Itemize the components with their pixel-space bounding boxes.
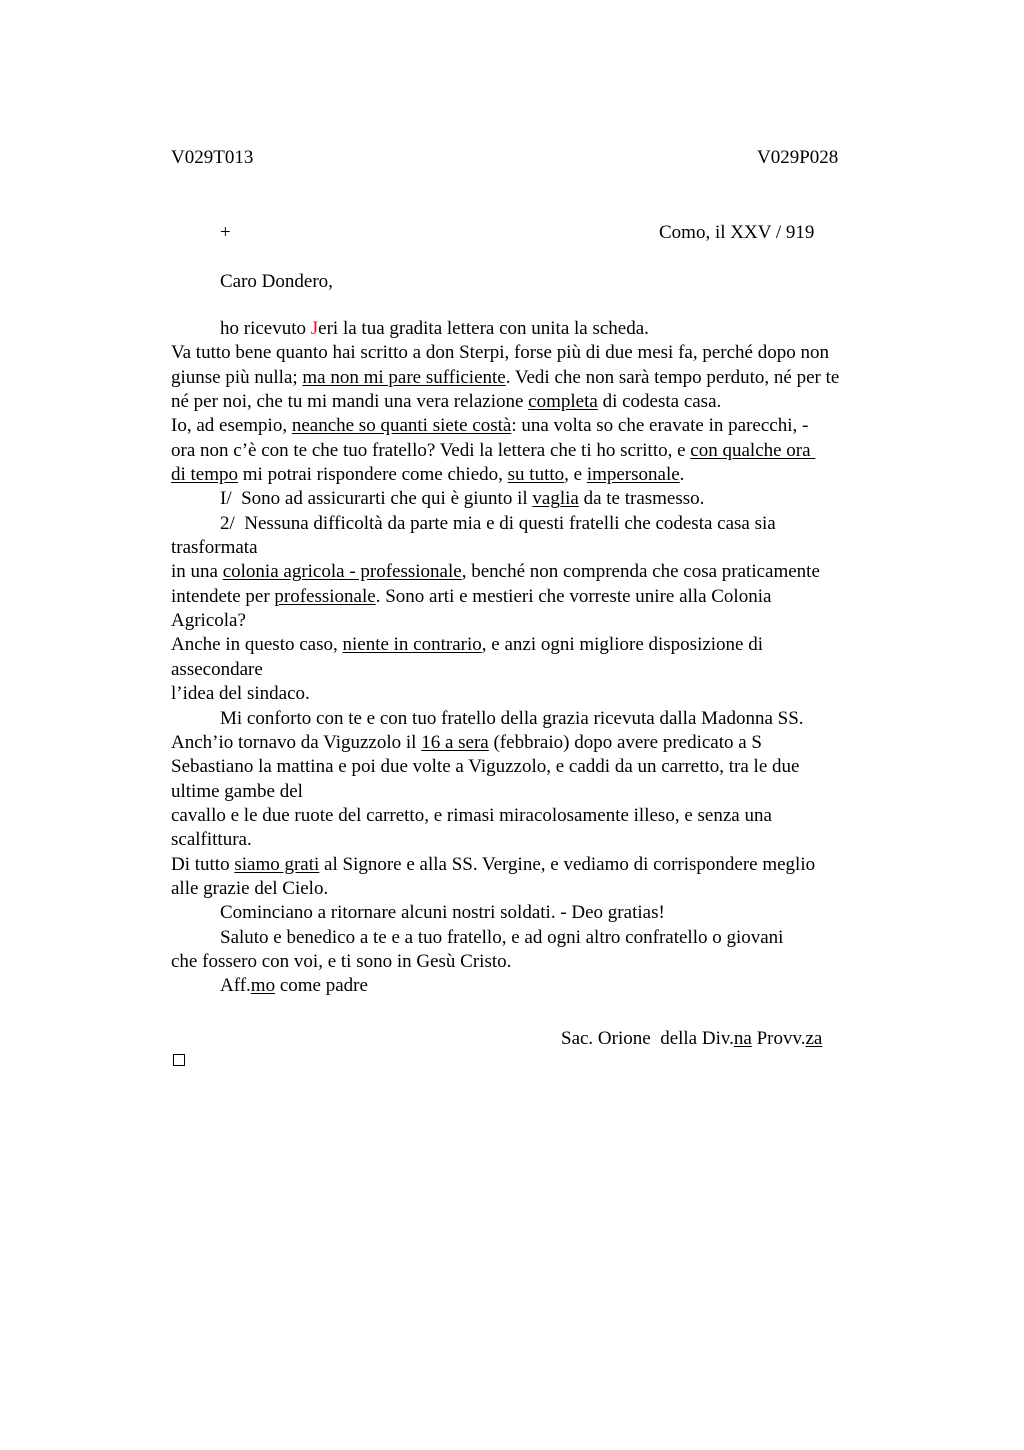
underlined-text: neanche so quanti siete costà: [291, 415, 512, 437]
text-segment: Di tutto: [171, 853, 235, 875]
letter-line: [171, 536, 911, 560]
underlined-text: professionale: [274, 585, 376, 607]
underlined-text: 16 a sera: [421, 731, 489, 753]
text-segment: Cominciano a ritornare alcuni nostri soldati. - Deo gratias!: [220, 902, 665, 924]
letter-line: [171, 585, 911, 609]
text-segment: . Vedi che non sarà tempo perduto, né per te: [505, 366, 840, 388]
underlined-text: niente in contrario: [342, 634, 482, 656]
text-segment: di codesta casa.: [597, 391, 722, 413]
letter-line: [171, 512, 911, 536]
text-segment: . Sono arti e mestieri che vorreste unire alla Colonia: [375, 585, 772, 607]
text-segment: che fossero con voi, e ti sono in Gesù Cristo.: [171, 950, 512, 972]
letter-line: [171, 974, 911, 998]
letter-line: [171, 341, 911, 365]
text-segment: Anche in questo caso,: [171, 634, 343, 656]
text-segment: da te trasmesso.: [578, 488, 705, 510]
letter-line: [171, 609, 911, 633]
letter-line: [171, 901, 911, 925]
text-segment: Anch’io tornavo da Viguzzolo il: [171, 731, 422, 753]
letter-line: [171, 317, 911, 341]
text-segment: , e: [564, 464, 587, 486]
letter-line: [171, 414, 911, 438]
letter-line: [171, 658, 911, 682]
text-segment: l’idea del sindaco.: [171, 683, 310, 705]
letter-line: [171, 439, 911, 463]
archive-code-left: V029T013: [171, 147, 254, 168]
text-segment: ho ricevuto: [220, 318, 311, 339]
underlined-text: siamo grati: [234, 853, 320, 875]
letter-line: [171, 366, 911, 390]
text-segment: come padre: [275, 975, 368, 997]
text-segment: né per noi, che tu mi mandi una vera relazione: [171, 391, 529, 413]
text-segment: , e anzi ogni migliore disposizione di: [481, 634, 764, 656]
letter-line: [171, 926, 911, 950]
text-segment: : una volta so che eravate in parecchi, -: [511, 415, 809, 437]
place-date: Como, il XXV / 919: [659, 222, 815, 243]
letter-body: [171, 317, 911, 999]
underlined-text: na: [733, 1028, 752, 1049]
text-segment: Saluto e benedico a te e a tuo fratello, e ad ogni altro confratello o giovani: [220, 926, 784, 948]
underlined-text: su tutto: [507, 464, 565, 486]
letter-line: [171, 755, 911, 779]
text-segment: .: [679, 464, 685, 486]
text-segment: cavallo e le due ruote del carretto, e rimasi miracolosamente illeso, e senza una: [171, 804, 772, 826]
letter-line: [171, 707, 911, 731]
highlighted-letter: J: [310, 318, 319, 339]
letter-line: [171, 828, 911, 852]
text-segment: ora non c’è con te che tuo fratello? Vedi la lettera che ti ho scritto, e: [171, 439, 691, 461]
text-segment: , benché non comprenda che cosa praticamente: [461, 561, 820, 583]
underlined-text: ma non mi pare sufficiente: [302, 366, 506, 388]
underlined-text: completa: [528, 391, 598, 413]
text-segment: giunse più nulla;: [171, 366, 303, 388]
text-segment: Mi conforto con te e con tuo fratello della grazia ricevuta dalla Madonna SS.: [220, 707, 804, 729]
archive-code-right: V029P028: [757, 147, 839, 168]
letter-line: [171, 682, 911, 706]
letter-line: [171, 780, 911, 804]
underlined-text: impersonale: [586, 464, 680, 486]
letter-line: [171, 877, 911, 901]
text-segment: in una: [171, 561, 223, 583]
text-segment: Agricola?: [171, 610, 246, 632]
text-segment: ultime gambe del: [171, 780, 303, 802]
letter-line: [171, 463, 911, 487]
letter-line: [171, 487, 911, 511]
letter-line: [171, 804, 911, 828]
text-segment: mi potrai rispondere come chiedo,: [238, 464, 508, 486]
text-segment: Va tutto bene quanto hai scritto a don Sterpi, forse più di due mesi fa, perché dopo non: [171, 342, 829, 364]
underlined-text: di tempo: [171, 464, 239, 486]
underlined-text: colonia agricola - professionale: [222, 561, 462, 583]
salutation: Caro Dondero,: [220, 271, 333, 292]
text-segment: Aff.: [220, 975, 251, 997]
text-segment: scalfittura.: [171, 829, 252, 851]
text-segment: alle grazie del Cielo.: [171, 877, 329, 899]
cross-symbol: +: [220, 222, 231, 243]
letter-line: [171, 731, 911, 755]
text-segment: eri la tua gradita lettera con unita la scheda.: [318, 318, 649, 339]
text-segment: I/ Sono ad assicurarti che qui è giunto il: [220, 488, 533, 510]
text-segment: al Signore e alla SS. Vergine, e vediamo di corrispondere meglio: [319, 853, 816, 875]
text-segment: Io, ad esempio,: [171, 415, 292, 437]
text-segment: intendete per: [171, 585, 275, 607]
text-segment: trasformata: [171, 537, 258, 559]
text-segment: Sac. Orione della Div.: [561, 1028, 734, 1049]
letter-line: [171, 633, 911, 657]
letter-line: [171, 950, 911, 974]
text-segment: Provv.: [751, 1028, 806, 1049]
square-mark: [173, 1054, 185, 1066]
signature: [561, 1027, 822, 1051]
underlined-text: con qualche ora: [690, 439, 816, 461]
text-segment: (febbraio) dopo avere predicato a S: [488, 731, 762, 753]
letter-line: [171, 390, 911, 414]
underlined-text: za: [805, 1028, 823, 1049]
text-segment: 2/ Nessuna difficoltà da parte mia e di questi fratelli che codesta casa sia: [220, 512, 776, 534]
letter-line: [171, 560, 911, 584]
underlined-text: vaglia: [532, 488, 579, 510]
text-segment: Sebastiano la mattina e poi due volte a Viguzzolo, e caddi da un carretto, tra le due: [171, 756, 800, 778]
letter-line: [171, 853, 911, 877]
underlined-text: mo: [250, 975, 276, 997]
text-segment: assecondare: [171, 658, 263, 680]
